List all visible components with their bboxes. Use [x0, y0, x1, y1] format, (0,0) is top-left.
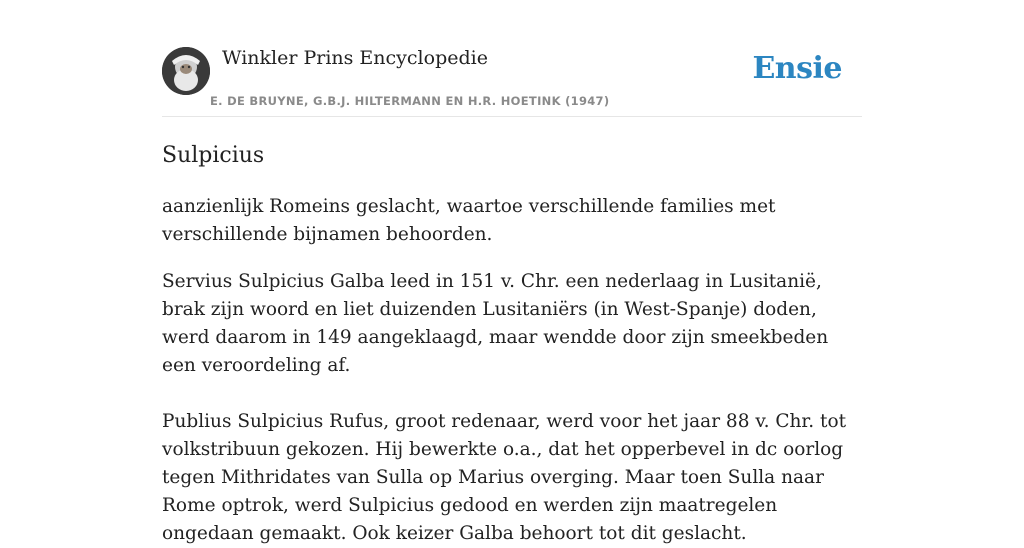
brand-logo[interactable]: Ensie	[752, 51, 842, 86]
article-page	[162, 0, 862, 548]
article-paragraph: Publius Sulpicius Rufus, groot redenaar, werd voor het jaar 88 v. Chr. tot volkstribuun gekozen. Hij bewerkte o.a., dat het opperbevel in dc oorlog tegen Mithridates van Sulla op Marius overging. Maar toen Sulla naar Rome optrok, werd Sulpicius gedood en werden zijn maatregelen ongedaan gemaakt. Ook keizer Galba behoort tot dit geslacht.	[162, 411, 847, 544]
article-paragraph: Servius Sulpicius Galba leed in 151 v. Chr. een nederlaag in Lusitanië, brak zijn woord en liet duizenden Lusitaniërs (in West-Spanje) doden, werd daarom in 149 aangeklaagd, maar wendde door zijn smeekbeden een veroordeling af.	[162, 271, 829, 376]
portrait-avatar-icon[interactable]	[162, 47, 210, 95]
publication-authors: E. DE BRUYNE, G.B.J. HILTERMANN EN H.R. HOETINK (1947)	[210, 94, 610, 108]
article-title: Sulpicius	[162, 143, 265, 168]
article-paragraph: aanzienlijk Romeins geslacht, waartoe verschillende families met verschillende bijnamen behoorden.	[162, 196, 776, 245]
publication-header	[162, 0, 862, 117]
publication-title[interactable]: Winkler Prins Encyclopedie	[222, 47, 488, 69]
